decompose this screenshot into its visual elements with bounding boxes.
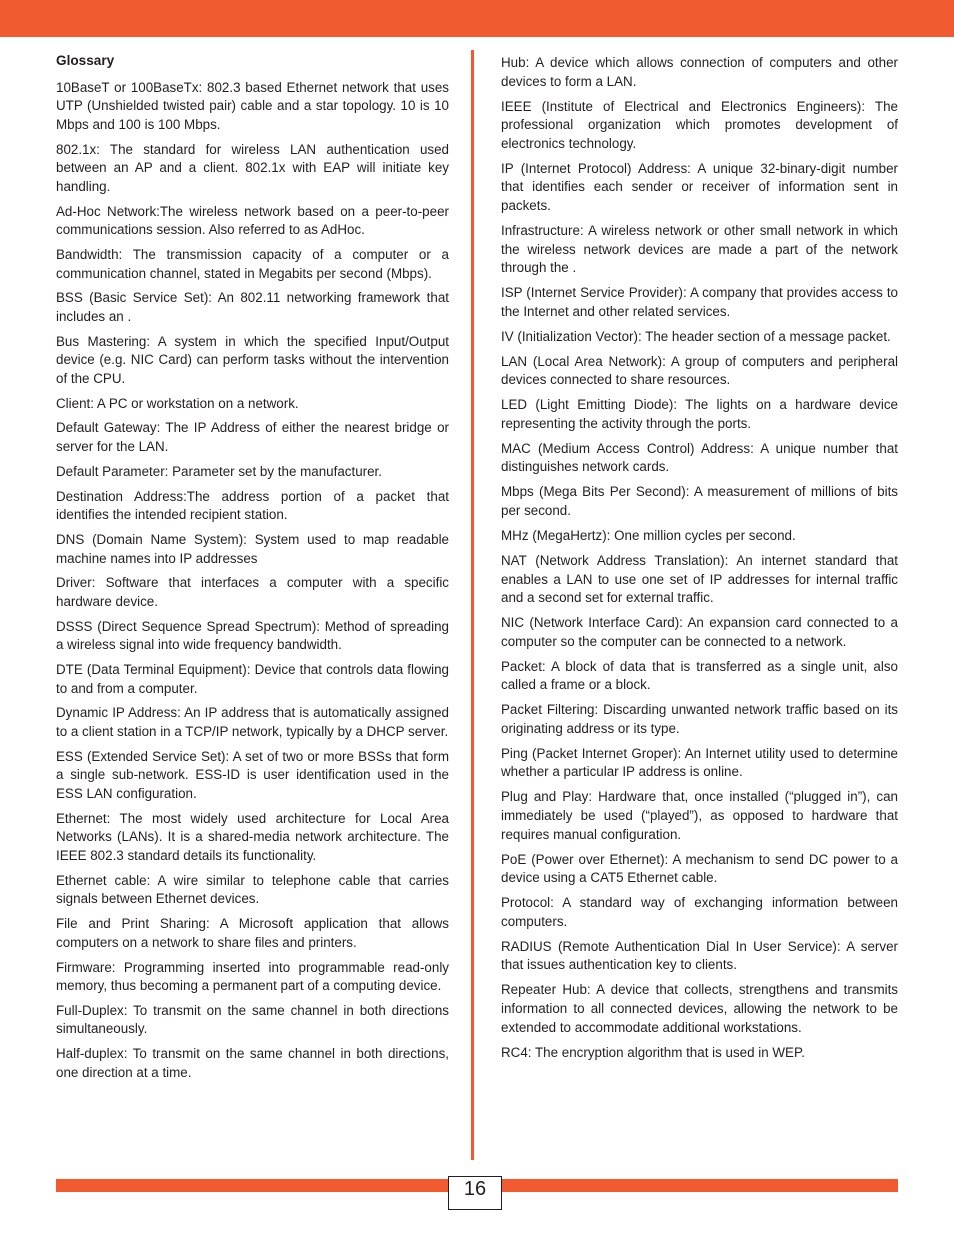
glossary-entry: Packet Filtering: Discarding unwanted network traffic based on its originating address or its type. [501,702,898,736]
glossary-entry: MAC (Medium Access Control) Address: A unique number that distinguishes network cards. [501,440,898,475]
glossary-entry: ISP (Internet Service Provider): A company that provides access to the Internet and other related services. [501,285,898,319]
glossary-entry: Mbps (Mega Bits Per Second): A measurement of millions of bits per second. [501,484,898,518]
glossary-entry: Plug and Play: Hardware that, once installed (“plugged in”), can immediately be used (“played”), as opposed to hardware that requires manual configuration. [501,789,898,842]
glossary-entry: Packet: A block of data that is transferred as a single unit, also called a frame or a block. [501,658,898,693]
glossary-entry: IEEE (Institute of Electrical and Electronics Engineers): The professional organization which promotes development of electronics technology. [501,98,898,151]
glossary-entry: Ping (Packet Internet Groper): An Internet utility used to determine whether a particular IP address is online. [501,745,898,780]
glossary-entry: Client: A PC or workstation on a network. [56,395,299,411]
glossary-entry: Infrastructure: A wireless network or other small network in which the wireless network devices are made a part of the network through the . [501,222,898,276]
glossary-entry: Destination Address:The address portion of a packet that identifies the intended recipient station. [56,488,449,523]
glossary-left-column [56,52,449,1089]
glossary-right-list [501,54,898,1062]
glossary-entry: MHz (MegaHertz): One million cycles per second. [501,527,796,543]
glossary-heading: Glossary [56,53,115,68]
glossary-entry: LAN (Local Area Network): A group of computers and peripheral devices connected to share resources. [501,353,898,388]
glossary-entry: Driver: Software that interfaces a computer with a specific hardware device. [56,575,449,609]
glossary-entry: BSS (Basic Service Set): An 802.11 networking framework that includes an . [56,290,449,324]
glossary-entry: Ad-Hoc Network:The wireless network based on a peer-to-peer communications session. Also referred to as AdHoc. [56,203,449,238]
glossary-entry: DTE (Data Terminal Equipment): Device that controls data flowing to and from a computer. [56,662,449,696]
glossary-entry: NAT (Network Address Translation): An internet standard that enables a LAN to use one set of IP addresses for internal traffic and a second set for external traffic. [501,552,898,606]
glossary-entry: 10BaseT or 100BaseTx: 802.3 based Ethernet network that uses UTP (Unshielded twisted pair) cable and a star topology. 10 is 10 Mbps and 100 is 100 Mbps. [56,79,449,132]
glossary-entry: Default Parameter: Parameter set by the manufacturer. [56,463,382,479]
glossary-entry: Hub: A device which allows connection of computers and other devices to form a LAN. [501,55,898,89]
glossary-entry: Default Gateway: The IP Address of either the nearest bridge or server for the LAN. [56,420,449,454]
glossary-entry: RADIUS (Remote Authentication Dial In User Service): A server that issues authentication key to clients. [501,938,898,973]
glossary-entry: Bandwidth: The transmission capacity of a computer or a communication channel, stated in Megabits per second (Mbps). [56,246,449,281]
page-number: 16 [448,1176,502,1210]
glossary-entry: File and Print Sharing: A Microsoft application that allows computers on a network to share files and printers. [56,916,449,950]
glossary-entry: Full-Duplex: To transmit on the same channel in both directions simultaneously. [56,1002,449,1037]
glossary-entry: DNS (Domain Name System): System used to map readable machine names into IP addresses [56,531,449,566]
glossary-entry: Half-duplex: To transmit on the same channel in both directions, one direction at a time. [56,1046,449,1080]
glossary-entry: Ethernet cable: A wire similar to telephone cable that carries signals between Ethernet devices. [56,872,449,907]
glossary-entry: Repeater Hub: A device that collects, strengthens and transmits information to all connected devices, allowing the network to be extended to accommodate additional workstations. [501,982,898,1035]
glossary-entry: IP (Internet Protocol) Address: A unique 32-binary-digit number that identifies each sender or receiver of information sent in packets. [501,160,898,213]
glossary-right-column [501,54,898,1069]
glossary-entry: Ethernet: The most widely used architecture for Local Area Networks (LANs). It is a shared-media network architecture. The IEEE 802.3 standard details its functionality. [56,810,449,863]
glossary-entry: Dynamic IP Address: An IP address that is automatically assigned to a client station in a TCP/IP network, typically by a DHCP server. [56,705,449,740]
glossary-entry: ESS (Extended Service Set): A set of two or more BSSs that form a single sub-network. ESS-ID is user identification used in the ESS LAN configuration. [56,748,449,801]
glossary-entry: LED (Light Emitting Diode): The lights on a hardware device representing the activity through the ports. [501,397,898,431]
glossary-entry: Firmware: Programming inserted into programmable read-only memory, thus becoming a permanent part of a computing device. [56,959,449,994]
glossary-entry: NIC (Network Interface Card): An expansion card connected to a computer so the computer can be connected to a network. [501,615,898,649]
glossary-entry: RC4: The encryption algorithm that is used in WEP. [501,1044,805,1060]
glossary-entry: 802.1x: The standard for wireless LAN authentication used between an AP and a client. 802.1x with EAP will initiate key handling. [56,141,449,194]
glossary-entry: IV (Initialization Vector): The header section of a message packet. [501,328,891,344]
glossary-entry: PoE (Power over Ethernet): A mechanism to send DC power to a device using a CAT5 Ethernet cable. [501,851,898,886]
glossary-entry: Bus Mastering: A system in which the specified Input/Output device (e.g. NIC Card) can perform tasks without the intervention of the CPU. [56,333,449,386]
column-divider [471,50,474,1160]
glossary-entry: Protocol: A standard way of exchanging information between computers. [501,895,898,929]
glossary-entry: DSSS (Direct Sequence Spread Spectrum): Method of spreading a wireless signal into wide frequency bandwidth. [56,618,449,653]
glossary-left-list [56,79,449,1083]
header-bar [0,0,954,37]
